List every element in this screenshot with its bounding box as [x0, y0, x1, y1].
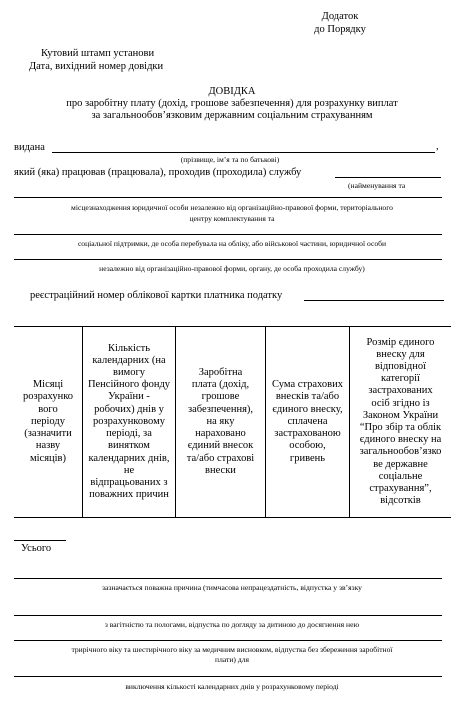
- footnote-3b: плати) для: [215, 655, 249, 664]
- issued-name-field[interactable]: [52, 152, 435, 153]
- reason-field-4[interactable]: [14, 676, 442, 677]
- total-underline: [14, 540, 66, 541]
- document-title: ДОВІДКА: [208, 86, 256, 97]
- worked-label: який (яка) працював (працювала), проходив (проходила) службу: [14, 167, 302, 178]
- location-hint: місцезнаходження юридичної особи незалежно від організаційно-правової форми, територіального: [71, 203, 393, 212]
- header-rate: Розмір єдиного внеску для відповідної категорії застрахованих осіб згідно із Законом України “Про збір та облік єдиного внеску на загальнообов’язко ве державне соціальне страхування”, відсотків: [359, 336, 442, 507]
- reason-field-2[interactable]: [14, 615, 442, 616]
- service-field[interactable]: [14, 259, 442, 260]
- support-field[interactable]: [14, 234, 442, 235]
- location-hint-2: центру комплектування та: [189, 214, 275, 223]
- location-field[interactable]: [14, 197, 442, 198]
- service-hint: незалежно від організаційно-правової форми, органу, де особа проходила службу): [99, 264, 365, 273]
- tax-number-label: реєстраційний номер облікової картки платника податку: [30, 290, 283, 301]
- worked-hint: (найменування та: [348, 181, 406, 190]
- footnote-1: зазначається поважна причина (тимчасова непрацездатність, відпустка у зв’язку: [102, 583, 362, 592]
- footnote-3a: трирічного віку та шестирічного віку за медичним висновком, відпустка без збереження заробітної: [71, 645, 393, 654]
- annex-line-2: до Порядку: [314, 24, 366, 35]
- document-subtitle-2: за загальнообов’язковим державним соціальним страхуванням: [91, 110, 373, 121]
- document-subtitle-1: про заробітну плату (дохід, грошове забезпечення) для розрахунку виплат: [66, 98, 398, 109]
- tax-number-field[interactable]: [304, 300, 444, 301]
- organization-field[interactable]: [335, 177, 441, 178]
- annex-line-1: Додаток: [321, 11, 359, 22]
- stamp-line-2: Дата, вихідний номер довідки: [29, 61, 164, 72]
- support-hint: соціальної підтримки, де особа перебувала на обліку, або військової частини, юридичної особи: [77, 239, 387, 248]
- footnote-2: з вагітністю та пологами, відпустка по догляду за дитиною до досягнення нею: [104, 620, 360, 629]
- total-label: Усього: [21, 543, 52, 554]
- issued-label: видана: [14, 142, 45, 153]
- header-salary: Заробітна плата (дохід, грошове забезпечення), на яку нараховано єдиний внесок та/або страхові внески: [186, 367, 255, 476]
- issued-comma: ,: [436, 141, 439, 152]
- table-bottom-border: [14, 517, 451, 518]
- header-months: Місяці розрахунко вого періоду (зазначити назву місяців): [22, 379, 74, 464]
- header-days: Кількість календарних (на вимогу Пенсійного фонду України - робочих) днів у розрахунковому періоді, за винятком календарних днів, не відпрацьованих з поважних причин: [87, 342, 171, 501]
- reason-field-3[interactable]: [14, 640, 442, 641]
- issued-hint: (прізвище, ім’я та по батькові): [180, 155, 280, 164]
- reason-field-1[interactable]: [14, 578, 442, 579]
- stamp-line-1: Кутовий штамп установи: [41, 48, 155, 59]
- header-contributions: Сума страхових внесків та/або єдиного внеску, сплачена застрахованою особою, гривень: [272, 379, 343, 464]
- footnote-4: виключення кількості календарних днів у розрахунковому періоді: [125, 682, 339, 691]
